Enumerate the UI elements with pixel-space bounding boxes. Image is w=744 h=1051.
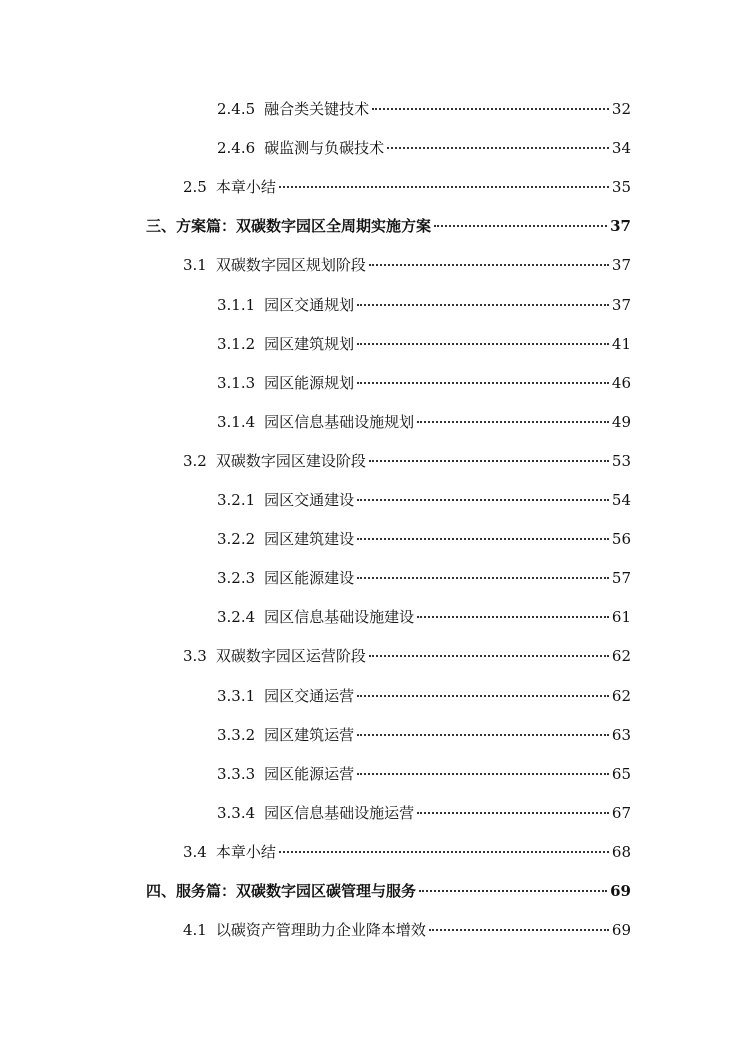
- toc-entry[interactable]: [217, 685, 631, 707]
- toc-entry-page-number: 65: [611, 765, 631, 783]
- toc-entry[interactable]: [146, 215, 631, 237]
- toc-entry-number: 4.1: [183, 921, 207, 939]
- toc-entry-number: 3.1.4: [217, 413, 256, 431]
- toc-entry[interactable]: [217, 763, 631, 785]
- toc-entry-title: 园区能源规划: [264, 374, 355, 392]
- toc-entry-title: 园区交通建设: [264, 491, 355, 509]
- toc-entry-title: 园区能源建设: [264, 569, 355, 587]
- toc-entry-number: 3.3.1: [217, 687, 256, 705]
- toc-entry-page-number: 35: [611, 178, 631, 196]
- toc-entry-page-number: 61: [611, 608, 631, 626]
- toc-entry-title: 园区建筑运营: [264, 726, 355, 744]
- toc-entry-title: 园区能源运营: [264, 765, 355, 783]
- toc-entry-title: 方案篇：双碳数字园区全周期实施方案: [176, 217, 432, 235]
- toc-entry-number: 3.2.4: [217, 608, 256, 626]
- dot-leader: [369, 460, 609, 462]
- toc-entry[interactable]: [183, 450, 631, 472]
- toc-entry-page-number: 67: [611, 804, 631, 822]
- dot-leader: [417, 812, 609, 814]
- toc-entry-title: 碳监测与负碳技术: [264, 139, 385, 157]
- toc-entry-title: 双碳数字园区规划阶段: [215, 256, 366, 274]
- dot-leader: [357, 773, 609, 775]
- toc-entry[interactable]: [217, 372, 631, 394]
- toc-entry-title: 双碳数字园区建设阶段: [215, 452, 366, 470]
- toc-entry[interactable]: [183, 841, 631, 863]
- toc-entry[interactable]: [217, 567, 631, 589]
- toc-entry[interactable]: [217, 528, 631, 550]
- toc-entry[interactable]: [183, 645, 631, 667]
- toc-entry-number: 3.1.1: [217, 296, 256, 314]
- dot-leader: [357, 734, 609, 736]
- toc-entry-title: 本章小结: [215, 178, 276, 196]
- toc-entry-number: 3.4: [183, 843, 207, 861]
- dot-leader: [357, 695, 609, 697]
- toc-entry-page-number: 62: [611, 647, 631, 665]
- toc-entry[interactable]: [217, 411, 631, 433]
- toc-entry-title: 园区交通规划: [264, 296, 355, 314]
- toc-entry-page-number: 49: [611, 413, 631, 431]
- toc-entry-page-number: 32: [611, 100, 631, 118]
- dot-leader: [279, 186, 609, 188]
- dot-leader: [417, 421, 609, 423]
- toc-entry[interactable]: [217, 333, 631, 355]
- dot-leader: [357, 499, 609, 501]
- toc-entry-page-number: 68: [611, 843, 631, 861]
- toc-entry-page-number: 37: [610, 217, 631, 235]
- toc-entry-page-number: 63: [611, 726, 631, 744]
- toc-entry-title: 园区信息基础设施规划: [264, 413, 415, 431]
- dot-leader: [279, 851, 609, 853]
- toc-entry-number: 3.1: [183, 256, 207, 274]
- toc-entry-number: 3.3.3: [217, 765, 256, 783]
- toc-entry-page-number: 53: [611, 452, 631, 470]
- dot-leader: [357, 382, 609, 384]
- toc-entry-number: 3.2: [183, 452, 207, 470]
- toc-entry-title: 园区建筑建设: [264, 530, 355, 548]
- toc-entry-page-number: 46: [611, 374, 631, 392]
- toc-entry-number: 2.5: [183, 178, 207, 196]
- dot-leader: [357, 538, 609, 540]
- toc-entry[interactable]: [183, 919, 631, 941]
- dot-leader: [419, 890, 607, 892]
- toc-entry[interactable]: [217, 489, 631, 511]
- dot-leader: [357, 343, 609, 345]
- dot-leader: [357, 304, 609, 306]
- toc-entry-number: 3.3: [183, 647, 207, 665]
- toc-entry-number: 3.1.3: [217, 374, 256, 392]
- toc-entry-title: 园区信息基础设施运营: [264, 804, 415, 822]
- toc-entry-page-number: 57: [611, 569, 631, 587]
- toc-entry-number: 3.2.2: [217, 530, 256, 548]
- dot-leader: [417, 616, 609, 618]
- dot-leader: [434, 225, 607, 227]
- toc-entry-number: 3.2.1: [217, 491, 256, 509]
- toc-entry-page-number: 69: [611, 921, 631, 939]
- toc-entry-page-number: 62: [611, 687, 631, 705]
- toc-entry[interactable]: [183, 176, 631, 198]
- toc-entry[interactable]: [217, 137, 631, 159]
- toc-entry-number: 3.3.2: [217, 726, 256, 744]
- toc-entry-number: 四、: [146, 882, 177, 900]
- toc-entry-title: 服务篇：双碳数字园区碳管理与服务: [176, 882, 417, 900]
- dot-leader: [372, 108, 609, 110]
- toc-entry-title: 本章小结: [215, 843, 276, 861]
- dot-leader: [429, 929, 609, 931]
- toc-entry-page-number: 41: [611, 335, 631, 353]
- toc-entry-page-number: 69: [610, 882, 631, 900]
- toc-entry-number: 2.4.6: [217, 139, 256, 157]
- toc-entry[interactable]: [217, 802, 631, 824]
- toc-entry-page-number: 37: [611, 256, 631, 274]
- toc-entry-title: 园区信息基础设施建设: [264, 608, 415, 626]
- toc-entry-number: 三、: [146, 217, 177, 235]
- dot-leader: [369, 655, 609, 657]
- toc-entry-title: 融合类关键技术: [264, 100, 370, 118]
- dot-leader: [387, 147, 609, 149]
- toc-entry[interactable]: [183, 254, 631, 276]
- toc-entry-title: 以碳资产管理助力企业降本增效: [215, 921, 426, 939]
- toc-entry-number: 3.3.4: [217, 804, 256, 822]
- toc-entry-number: 2.4.5: [217, 100, 256, 118]
- toc-entry-page-number: 34: [611, 139, 631, 157]
- toc-entry-number: 3.2.3: [217, 569, 256, 587]
- toc-entry-title: 园区交通运营: [264, 687, 355, 705]
- toc-entry[interactable]: [217, 606, 631, 628]
- toc-entry-page-number: 56: [611, 530, 631, 548]
- toc-entry-page-number: 37: [611, 296, 631, 314]
- toc-entry[interactable]: [217, 294, 631, 316]
- toc-entry-page-number: 54: [611, 491, 631, 509]
- toc-entry[interactable]: [217, 724, 631, 746]
- toc-entry[interactable]: [146, 880, 631, 902]
- dot-leader: [357, 577, 609, 579]
- toc-entry-number: 3.1.2: [217, 335, 256, 353]
- toc-entry-title: 园区建筑规划: [264, 335, 355, 353]
- toc-entry[interactable]: [217, 98, 631, 120]
- toc-entry-title: 双碳数字园区运营阶段: [215, 647, 366, 665]
- dot-leader: [369, 264, 609, 266]
